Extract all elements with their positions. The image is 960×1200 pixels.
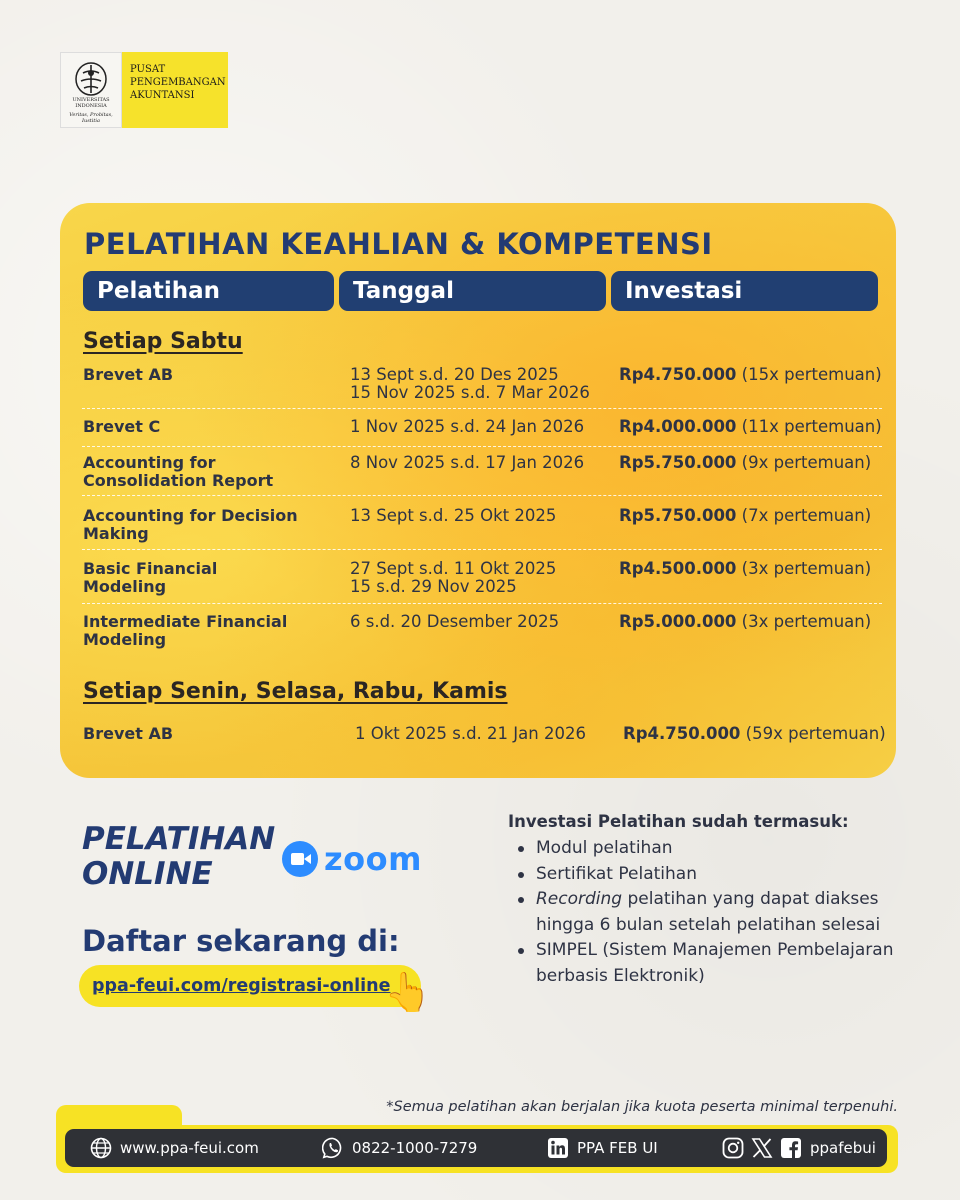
instagram-icon bbox=[722, 1137, 744, 1159]
logo-name bbox=[122, 52, 228, 128]
list-item: Modul pelatihan bbox=[508, 836, 898, 862]
list-item bbox=[508, 887, 898, 938]
online-line: PELATIHAN bbox=[82, 821, 276, 857]
course-date: 27 Sept s.d. 11 Okt 2025 15 s.d. 29 Nov 2025 bbox=[350, 559, 557, 596]
header-investasi: Investasi bbox=[611, 271, 878, 311]
website-text: www.ppa-feui.com bbox=[120, 1139, 259, 1157]
row-divider bbox=[82, 549, 882, 550]
course-price bbox=[619, 560, 896, 578]
session-count: (7x pertemuan) bbox=[741, 506, 872, 525]
course-price bbox=[619, 418, 896, 436]
session-count: (9x pertemuan) bbox=[741, 453, 872, 472]
course-price bbox=[619, 613, 896, 631]
price-amount: Rp4.750.000 bbox=[619, 365, 737, 384]
course-name: Basic Financial Modeling bbox=[83, 559, 218, 596]
card-title: PELATIHAN KEAHLIAN & KOMPETENSI bbox=[84, 227, 713, 261]
session-count: (15x pertemuan) bbox=[741, 365, 882, 384]
online-line: ONLINE bbox=[82, 856, 213, 892]
contact-bar bbox=[65, 1129, 887, 1167]
session-count: (3x pertemuan) bbox=[741, 559, 872, 578]
social-links[interactable] bbox=[722, 1129, 876, 1167]
facebook-icon bbox=[780, 1137, 802, 1159]
training-schedule-card bbox=[60, 203, 896, 778]
includes-title: Investasi Pelatihan sudah termasuk: bbox=[508, 812, 849, 831]
row-divider bbox=[82, 495, 882, 496]
linkedin-text: PPA FEB UI bbox=[577, 1139, 658, 1157]
price-amount: Rp4.000.000 bbox=[619, 417, 737, 436]
makara-icon bbox=[71, 59, 111, 97]
zoom-wordmark: zoom bbox=[324, 840, 422, 878]
course-price bbox=[619, 454, 896, 472]
seal-text-line: UNIVERSITAS bbox=[72, 97, 110, 103]
course-name: Brevet AB bbox=[83, 724, 174, 743]
session-count: (11x pertemuan) bbox=[741, 417, 882, 436]
zoom-camera-icon bbox=[282, 841, 318, 877]
includes-list bbox=[508, 836, 898, 989]
row-divider bbox=[82, 603, 882, 604]
session-count: (3x pertemuan) bbox=[741, 612, 872, 631]
phone-text: 0822-1000-7279 bbox=[352, 1139, 478, 1157]
zoom-logo bbox=[282, 840, 422, 878]
x-icon bbox=[751, 1137, 773, 1159]
section-title-weekdays: Setiap Senin, Selasa, Rabu, Kamis bbox=[83, 679, 508, 704]
header-tanggal: Tanggal bbox=[339, 271, 606, 311]
course-date: 13 Sept s.d. 25 Okt 2025 bbox=[350, 506, 557, 525]
recording-label: Recording bbox=[536, 889, 623, 909]
social-handle: ppafebui bbox=[810, 1139, 876, 1157]
price-amount: Rp4.750.000 bbox=[623, 724, 741, 743]
course-date: 13 Sept s.d. 20 Des 2025 15 Nov 2025 s.d. 7 Mar 2026 bbox=[350, 365, 590, 402]
pointing-hand-icon: 👆 bbox=[384, 970, 432, 1014]
logo-line: PENGEMBANGAN bbox=[130, 77, 226, 88]
phone-link[interactable] bbox=[322, 1129, 477, 1167]
registration-link[interactable]: ppa-feui.com/registrasi-online bbox=[79, 965, 421, 1007]
register-heading: Daftar sekarang di: bbox=[82, 924, 400, 958]
price-amount: Rp5.750.000 bbox=[619, 453, 737, 472]
price-amount: Rp5.750.000 bbox=[619, 506, 737, 525]
row-divider bbox=[82, 446, 882, 447]
course-date: 8 Nov 2025 s.d. 17 Jan 2026 bbox=[350, 453, 585, 472]
ppa-logo bbox=[60, 52, 228, 128]
course-price bbox=[619, 507, 896, 525]
whatsapp-icon bbox=[322, 1137, 344, 1159]
course-date: 1 Okt 2025 s.d. 21 Jan 2026 bbox=[355, 724, 586, 743]
price-amount: Rp5.000.000 bbox=[619, 612, 737, 631]
course-name: Accounting for Decision Making bbox=[83, 506, 298, 543]
website-link[interactable] bbox=[90, 1129, 259, 1167]
list-item: SIMPEL (Sistem Manajemen Pembelajaran berbasis Elektronik) bbox=[508, 938, 898, 989]
course-name: Intermediate Financial Modeling bbox=[83, 612, 288, 649]
session-count: (59x pertemuan) bbox=[745, 724, 886, 743]
course-price bbox=[619, 366, 896, 384]
course-name: Accounting for Consolidation Report bbox=[83, 453, 274, 490]
seal-motto: Veritas, Probitas, Iustitia bbox=[69, 112, 113, 124]
logo-line: AKUNTANSI bbox=[130, 90, 195, 101]
globe-icon bbox=[90, 1137, 112, 1159]
course-name: Brevet C bbox=[83, 417, 161, 436]
linkedin-link[interactable] bbox=[547, 1129, 658, 1167]
header-pelatihan: Pelatihan bbox=[83, 271, 334, 311]
logo-line: PUSAT bbox=[130, 64, 166, 75]
list-item: Sertifikat Pelatihan bbox=[508, 862, 898, 888]
online-heading bbox=[82, 822, 275, 892]
course-date: 1 Nov 2025 s.d. 24 Jan 2026 bbox=[350, 417, 585, 436]
price-amount: Rp4.500.000 bbox=[619, 559, 737, 578]
list-item-text: pelatihan yang dapat diakses hingga 6 bulan setelah pelatihan selesai bbox=[536, 889, 881, 935]
course-date: 6 s.d. 20 Desember 2025 bbox=[350, 612, 560, 631]
course-price bbox=[623, 725, 896, 743]
section-title-sabtu: Setiap Sabtu bbox=[83, 329, 243, 354]
seal-text-line: INDONESIA bbox=[75, 103, 107, 109]
footnote: *Semua pelatihan akan berjalan jika kuota peserta minimal terpenuhi. bbox=[386, 1099, 898, 1115]
ui-seal bbox=[60, 52, 122, 128]
row-divider bbox=[82, 408, 882, 409]
linkedin-icon bbox=[547, 1137, 569, 1159]
course-name: Brevet AB bbox=[83, 365, 174, 384]
